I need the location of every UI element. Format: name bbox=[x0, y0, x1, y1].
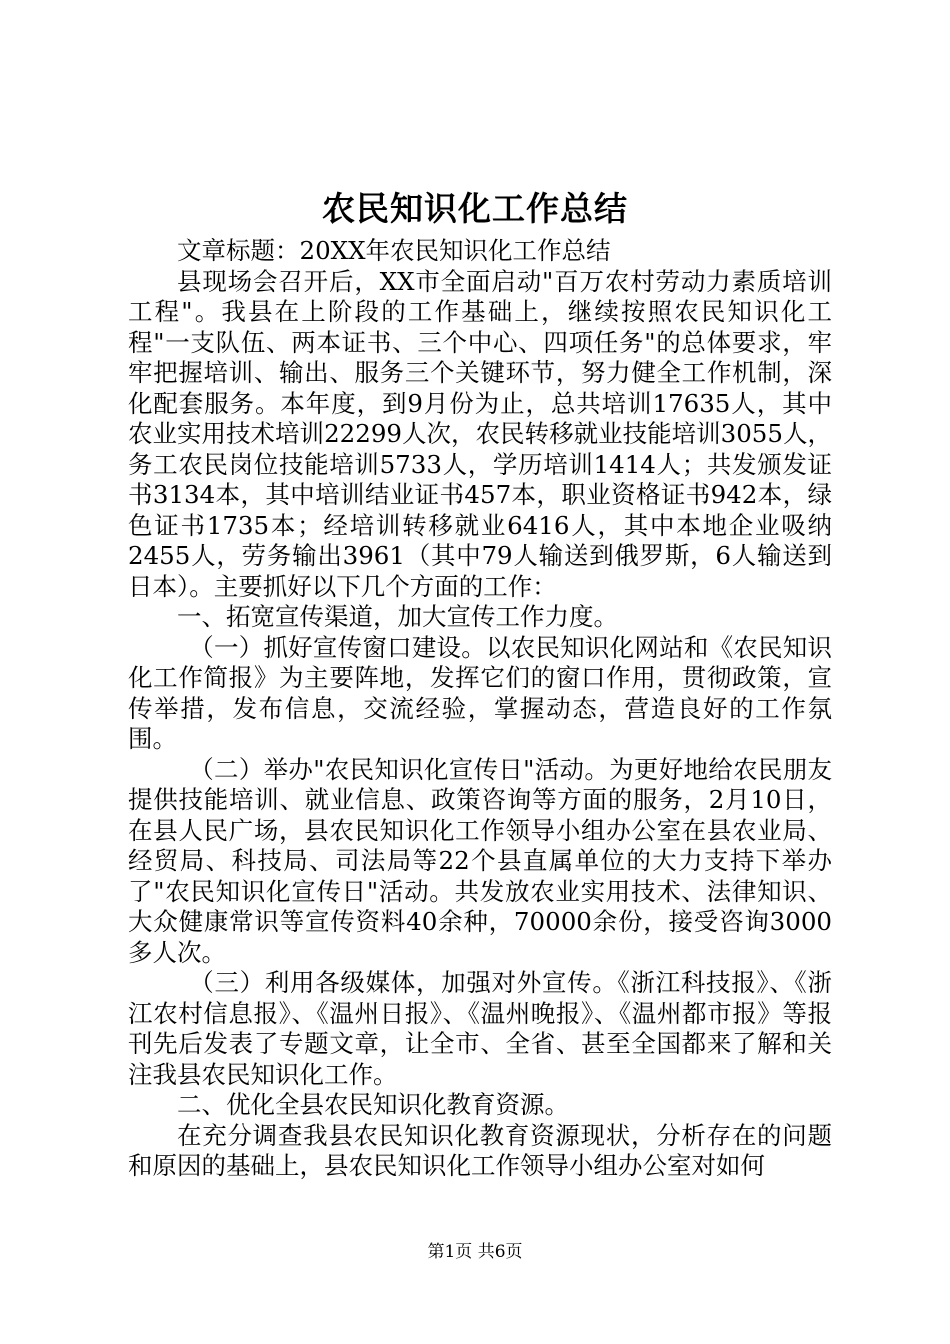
subsection-1-3: （三）利用各级媒体，加强对外宣传。《浙江科技报》、《浙江农村信息报》、《温州日报》、《温州晚报》、《温州都市报》等报刊先后发表了专题文章，让全市、全省、甚至全国都来了解和关注我县农民知识化工作。 bbox=[128, 968, 832, 1089]
document-title: 农民知识化工作总结 bbox=[322, 189, 628, 228]
article-title-line: 文章标题：20XX年农民知识化工作总结 bbox=[177, 236, 611, 265]
section-heading-2: 二、优化全县农民知识化教育资源。 bbox=[177, 1090, 569, 1119]
page-number-footer: 第1页 共6页 bbox=[427, 1242, 523, 1262]
subsection-1-1: （一）抓好宣传窗口建设。以农民知识化网站和《农民知识化工作简报》为主要阵地，发挥它们的窗口作用，贯彻政策，宣传举措，发布信息，交流经验，掌握动态，营造良好的工作氛围。 bbox=[128, 632, 832, 753]
section-heading-1: 一、拓宽宣传渠道，加大宣传工作力度。 bbox=[177, 602, 618, 631]
document-body bbox=[128, 236, 832, 1182]
paragraph-intro: 县现场会召开后，XX市全面启动"百万农村劳动力素质培训工程"。我县在上阶段的工作基础上，继续按照农民知识化工程"一支队伍、两本证书、三个中心、四项任务"的总体要求，牢牢把握培训、输出、服务三个关键环节，努力健全工作机制，深化配套服务。本年度，到9月份为止，总共培训17635人，其中农业实用技术培训22299人次，农民转移就业技能培训3055人，务工农民岗位技能培训5733人，学历培训1414人；共发颁发证书3134本，其中培训结业证书457本，职业资格证书942本，绿色证书1735本；经培训转移就业6416人，其中本地企业吸纳2455人，劳务输出3961（其中79人输送到俄罗斯，6人输送到日本）。主要抓好以下几个方面的工作： bbox=[128, 266, 832, 601]
subsection-1-2: （二）举办"农民知识化宣传日"活动。为更好地给农民朋友提供技能培训、就业信息、政策咨询等方面的服务，2月10日，在县人民广场，县农民知识化工作领导小组办公室在县农业局、经贸局、科技局、司法局等22个县直属单位的大力支持下举办了"农民知识化宣传日"活动。共发放农业实用技术、法律知识、大众健康常识等宣传资料40余种，70000余份，接受咨询3000多人次。 bbox=[128, 754, 832, 967]
paragraph-section-2: 在充分调查我县农民知识化教育资源现状，分析存在的问题和原因的基础上，县农民知识化工作领导小组办公室对如何 bbox=[128, 1120, 832, 1180]
